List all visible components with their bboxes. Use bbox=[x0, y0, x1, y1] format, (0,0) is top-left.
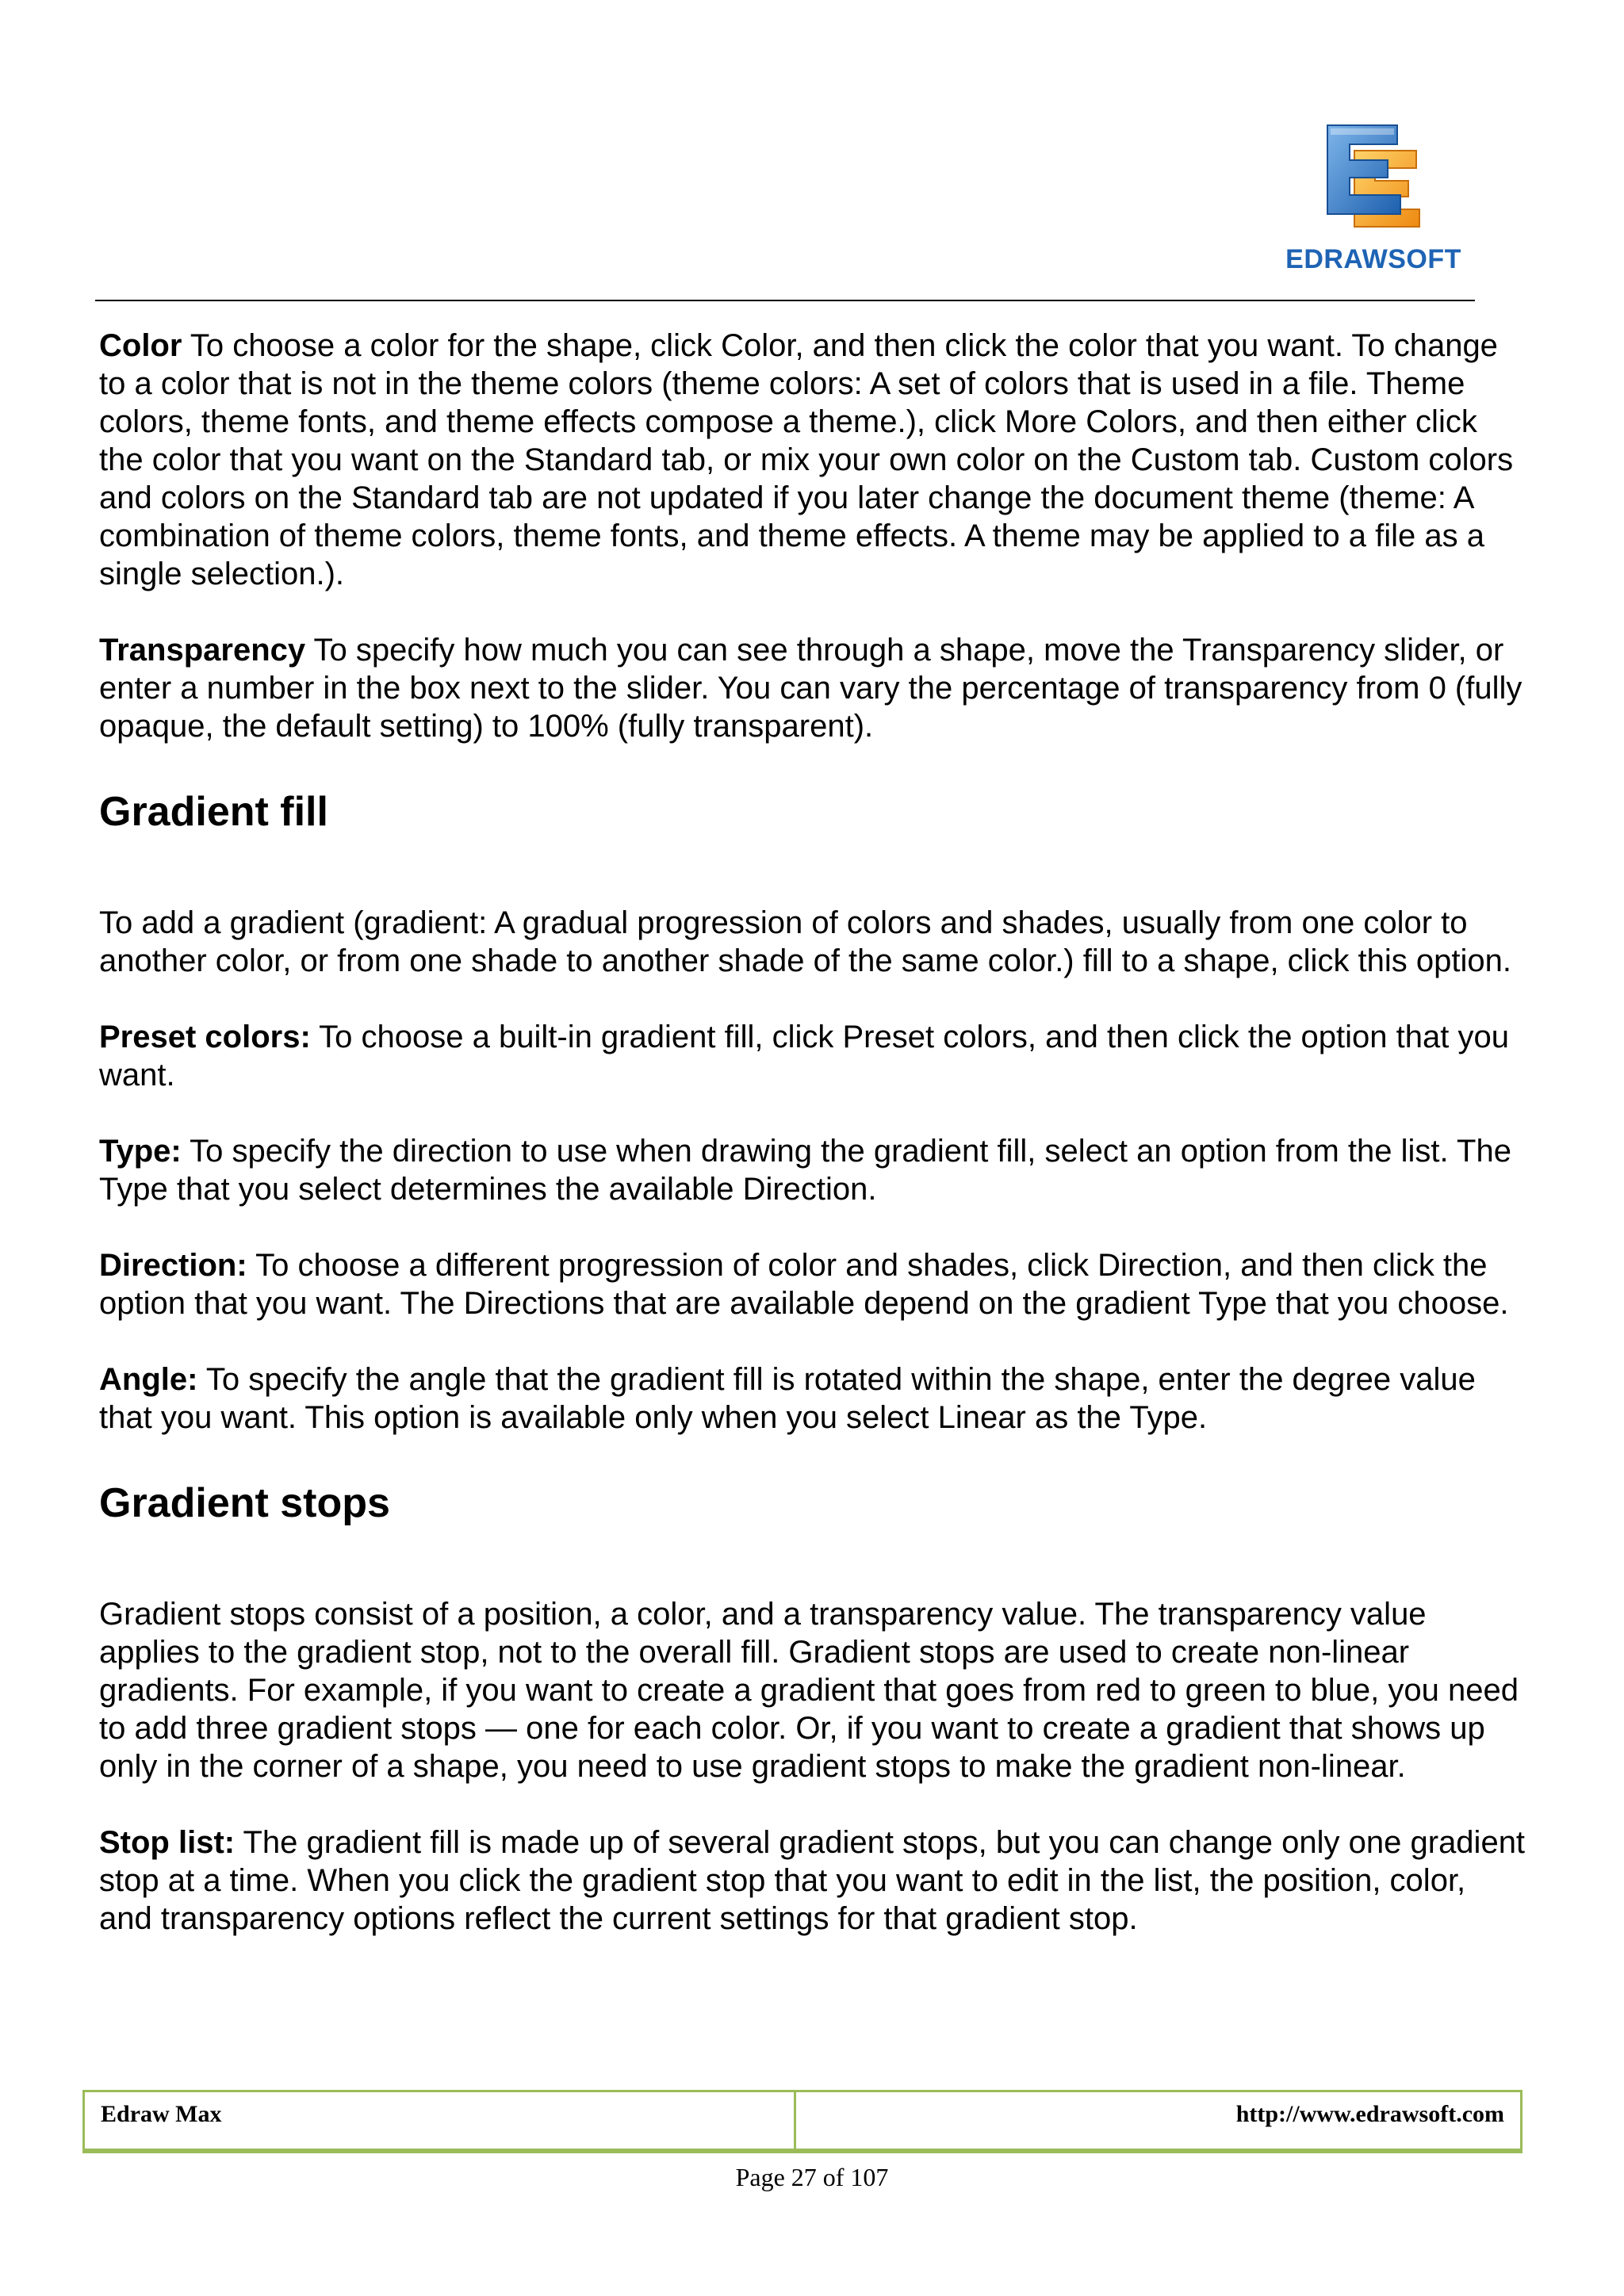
stop-list-paragraph bbox=[99, 1823, 1526, 1938]
color-paragraph bbox=[99, 327, 1526, 593]
direction-text: To choose a different progression of color and shades, click Direction, and then click the option that you want. The Directions that are available depend on the gradient Type that you choose. bbox=[99, 1248, 1509, 1321]
type-paragraph bbox=[99, 1132, 1526, 1208]
direction-term: Direction: bbox=[99, 1248, 247, 1283]
transparency-term: Transparency bbox=[99, 633, 306, 668]
edrawsoft-e-logo-icon bbox=[1320, 119, 1427, 235]
preset-colors-paragraph bbox=[99, 1018, 1526, 1094]
type-text: To specify the direction to use when drawing the gradient fill, select an option from the list. The Type that you select determines the available Direction. bbox=[99, 1134, 1511, 1207]
gradient-fill-heading: Gradient fill bbox=[99, 789, 328, 835]
angle-paragraph bbox=[99, 1360, 1526, 1437]
stop-list-term: Stop list: bbox=[99, 1825, 236, 1860]
footer-product-name: Edraw Max bbox=[82, 2092, 796, 2149]
angle-term: Angle: bbox=[99, 1362, 198, 1397]
angle-text: To specify the angle that the gradient fill is rotated within the shape, enter the degree value that you want. This option is available only when you select Linear as the Type. bbox=[99, 1362, 1476, 1435]
type-term: Type: bbox=[99, 1134, 182, 1169]
stop-list-text: The gradient fill is made up of several gradient stops, but you can change only one gradient stop at a time. When you click the gradient stop that you want to edit in the list, the position, color, and transparency options reflect the current settings for that gradient stop. bbox=[99, 1825, 1526, 1936]
brand-name: EDRAWSOFT bbox=[1285, 244, 1461, 274]
header-rule bbox=[95, 300, 1475, 301]
edrawsoft-logo bbox=[1278, 119, 1469, 277]
preset-colors-text: To choose a built-in gradient fill, click Preset colors, and then click the option that you want. bbox=[99, 1020, 1509, 1093]
gradient-stops-heading: Gradient stops bbox=[99, 1480, 390, 1526]
footer-table bbox=[82, 2090, 1522, 2153]
transparency-text: To specify how much you can see through a shape, move the Transparency slider, or enter a number in the box next to the slider. You can vary the percentage of transparency from 0 (fully opaque, the default setting) to 100% (fully transparent). bbox=[99, 633, 1522, 744]
footer-website-link[interactable]: http://www.edrawsoft.com bbox=[796, 2092, 1522, 2149]
color-text: To choose a color for the shape, click Color, and then click the color that you want. To change to a color that is not in the theme colors (theme colors: A set of colors that is used in a file. Theme colors, theme fonts, and theme effects compose a theme.), click More Colors, and then either click the color that you want on the Standard tab, or mix your own color on the Custom tab. Custom colors and colors on the Standard tab are not updated if you later change the document theme (theme: A combination of theme colors, theme fonts, and theme effects. A theme may be applied to a file as a single selection.). bbox=[99, 328, 1514, 591]
page-number: Page 27 of 107 bbox=[735, 2163, 889, 2191]
page-content bbox=[99, 327, 1526, 1938]
direction-paragraph bbox=[99, 1246, 1526, 1322]
preset-colors-term: Preset colors: bbox=[99, 1020, 311, 1054]
gradient-fill-intro: To add a gradient (gradient: A gradual progression of colors and shades, usually from one color to another color, or from one shade to another shade of the same color.) fill to a shape, click this option. bbox=[99, 905, 1512, 978]
transparency-paragraph bbox=[99, 631, 1526, 745]
gradient-stops-intro: Gradient stops consist of a position, a color, and a transparency value. The transparency value applies to the gradient stop, not to the overall fill. Gradient stops are used to create non-linear gradients. For example, if you want to create a gradient that goes from red to green to blue, you need to add three gradient stops — one for each color. Or, if you want to create a gradient that shows up only in the corner of a shape, you need to use gradient stops to make the gradient non-linear. bbox=[99, 1597, 1519, 1784]
color-term: Color bbox=[99, 328, 182, 363]
